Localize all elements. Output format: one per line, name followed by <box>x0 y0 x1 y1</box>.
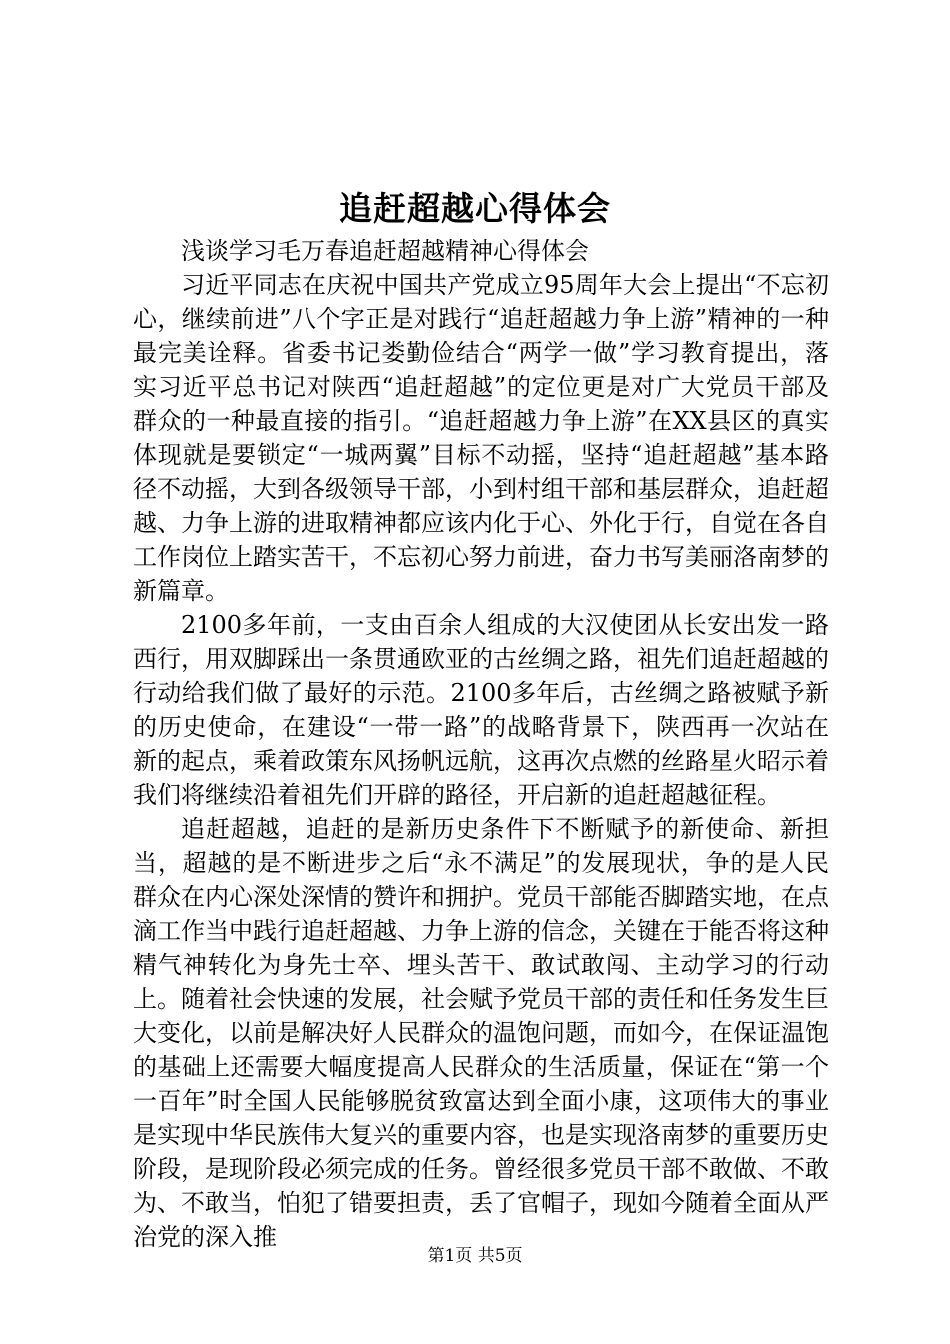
document-body <box>133 234 829 1254</box>
paragraph-2: 2100多年前，一支由百余人组成的大汉使团从长安出发一路西行，用双脚踩出一条贯通欧亚的古丝绸之路，祖先们追赶超越的行动给我们做了最好的示范。2100多年后，古丝绸之路被赋予新的历史使命，在建设“一带一路”的战略背景下，陕西再一次站在新的起点，乘着政策东风扬帆远航，这再次点燃的丝路星火昭示着我们将继续沿着祖先们开辟的路径，开启新的追赶超越征程。 <box>133 611 829 809</box>
page-footer <box>0 1244 950 1268</box>
document-title: 追赶超越心得体会 <box>339 189 611 228</box>
document-subtitle: 浅谈学习毛万春追赶超越精神心得体会 <box>181 237 589 265</box>
paragraph-3: 追赶超越，追赶的是新历史条件下不断赋予的新使命、新担当，超越的是不断进步之后“永不满足”的发展现状，争的是人民群众在内心深处深情的赞许和拥护。党员干部能否脚踏实地，在点滴工作当中践行追赶超越、力争上游的信念，关键在于能否将这种精气神转化为身先士卒、埋头苦干、敢试敢闯、主动学习的行动上。随着社会快速的发展，社会赋予党员干部的责任和任务发生巨大变化，以前是解决好人民群众的温饱问题，而如今，在保证温饱的基础上还需要大幅度提高人民群众的生活质量，保证在“第一个一百年”时全国人民能够脱贫致富达到全面小康，这项伟大的事业是实现中华民族伟大复兴的重要内容，也是实现洛南梦的重要历史阶段，是现阶段必须完成的任务。曾经很多党员干部不敢做、不敢为、不敢当，怕犯了错要担责，丢了官帽子，现如今随着全面从严治党的深入推 <box>133 815 829 1251</box>
paragraph-1: 习近平同志在庆祝中国共产党成立95周年大会上提出“不忘初心，继续前进”八个字正是对践行“追赶超越力争上游”精神的一种最完美诠释。省委书记娄勤俭结合“两学一做”学习教育提出，落实习近平总书记对陕西“追赶超越”的定位更是对广大党员干部及群众的一种最直接的指引。“追赶超越力争上游”在XX县区的真实体现就是要锁定“一城两翼”目标不动摇，坚持“追赶超越”基本路径不动摇，大到各级领导干部，小到村组干部和基层群众，追赶超越、力争上游的进取精神都应该内化于心、外化于行，自觉在各自工作岗位上踏实苦干，不忘初心努力前进，奋力书写美丽洛南梦的新篇章。 <box>133 271 829 605</box>
page-indicator: 第1页 共5页 <box>427 1246 523 1266</box>
